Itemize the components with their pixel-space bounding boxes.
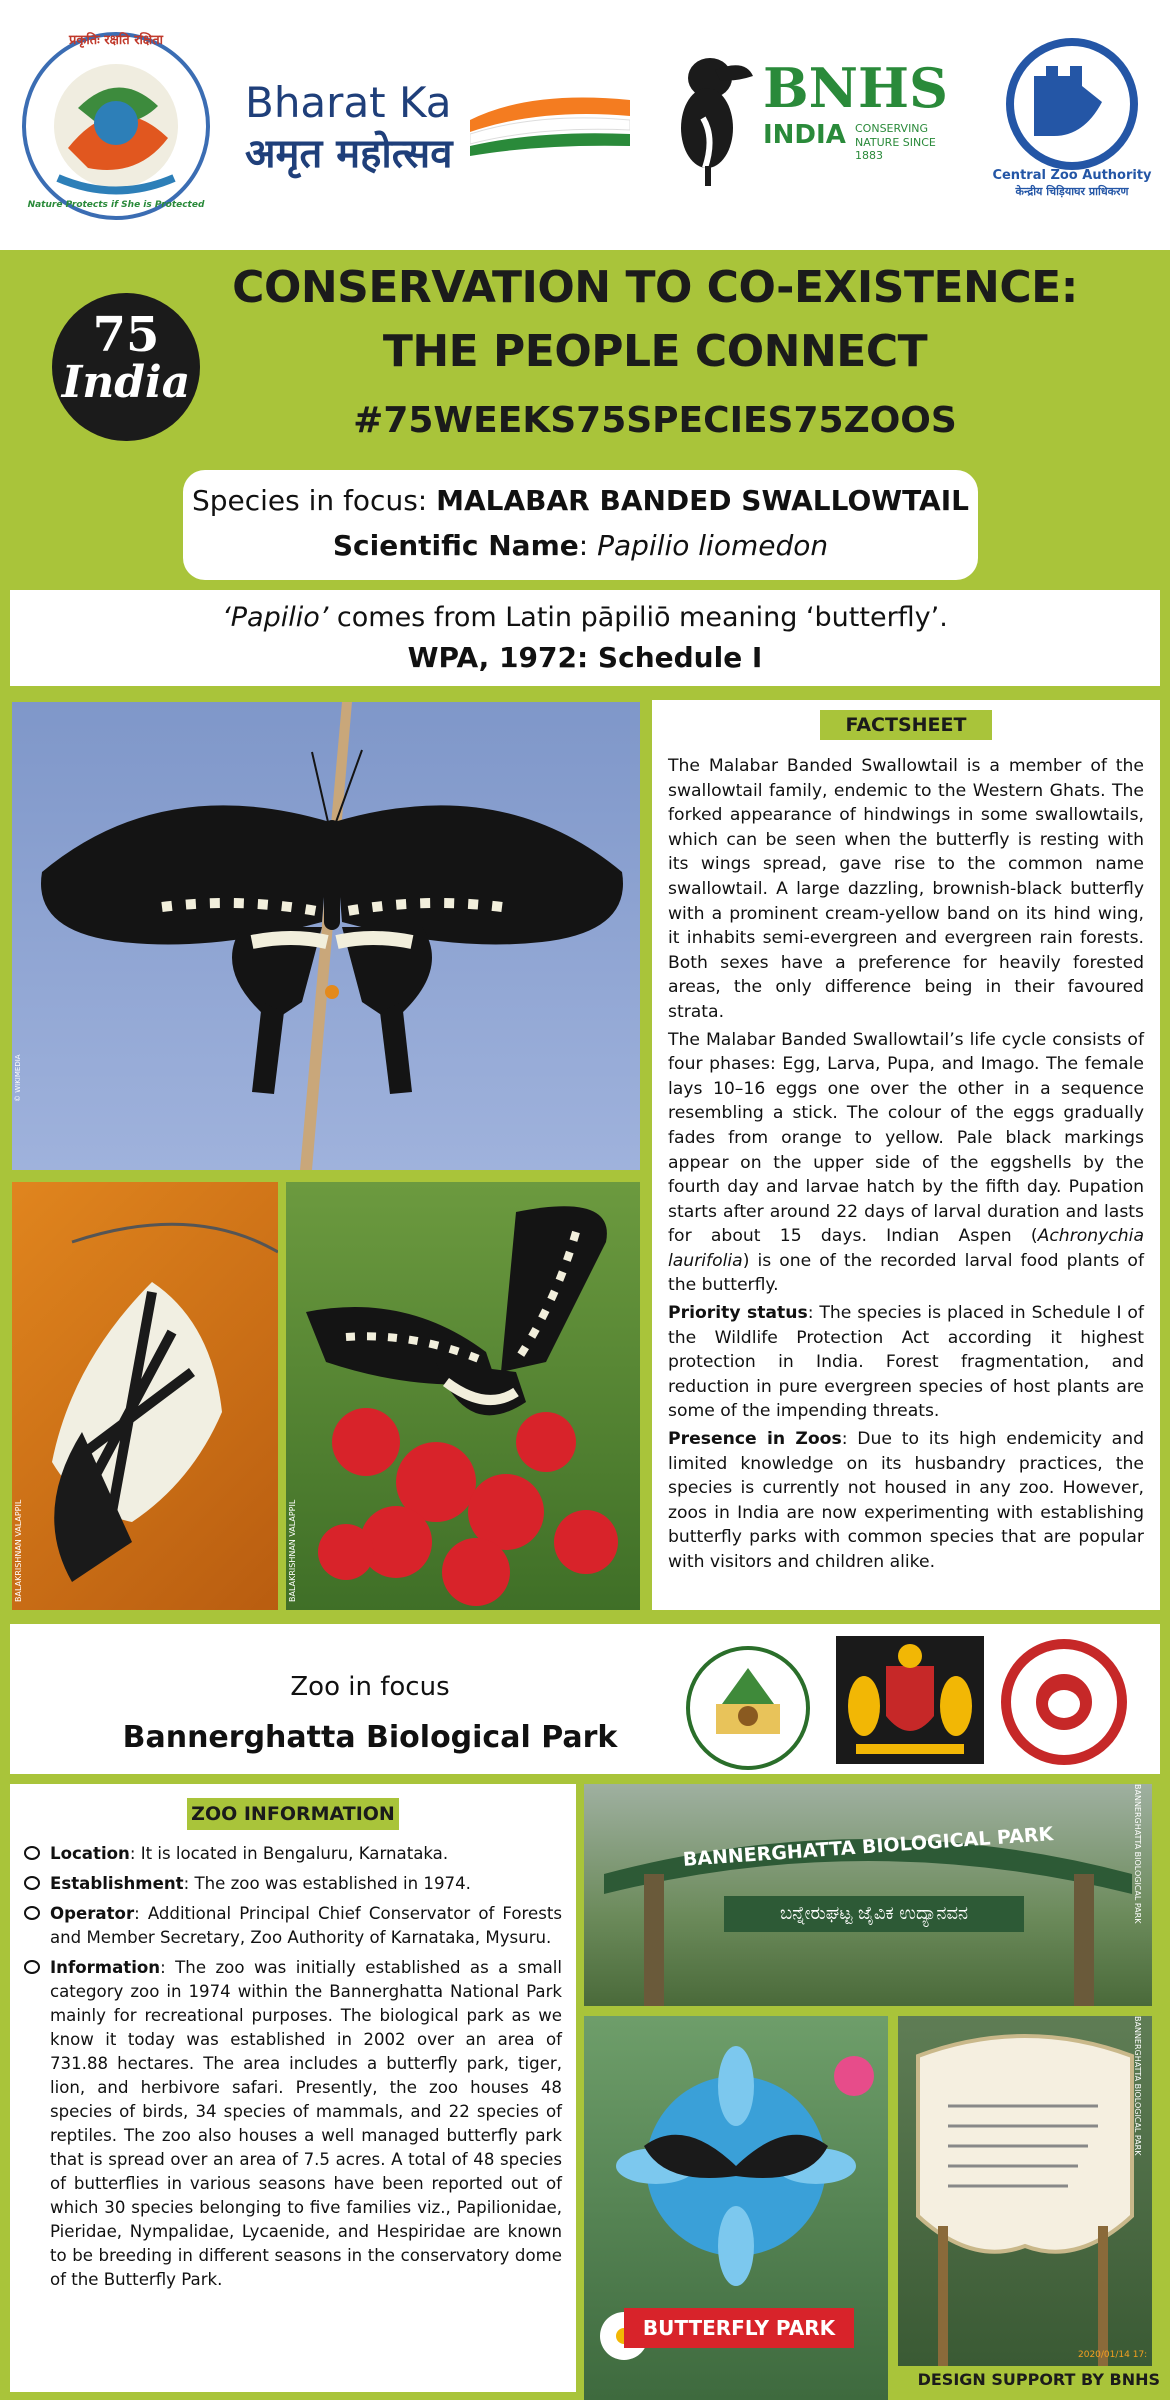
photo-credit-right: BALAKRISHNAN VALAPPIL — [288, 1499, 297, 1602]
zoo-info-item: Establishment: The zoo was established in 1974. — [24, 1872, 562, 1896]
cza-name: Central Zoo Authority — [992, 168, 1152, 183]
butterfly-info-board-photo — [898, 2016, 1152, 2366]
factsheet-paragraph-1: The Malabar Banded Swallowtail is a member of the swallowtail family, endemic to the Western Ghats. The forked appearance of hindwings in some swallowtails, which can be seen when the butterfly is resting with its wings spread, gave rise to the common name swallowtail. A large dazzling, brownish-black butterfly with a prominent cream-yellow band on its hind wing, it inhabits semi-evergreen and evergreen rain forests. Both sexes have a preference for heavily forested areas, the only difference being in their favoured strata. — [668, 756, 1144, 1022]
butterfly-side-photo — [12, 1182, 278, 1610]
zoo-focus-name: Bannerghatta Biological Park — [122, 1720, 618, 1755]
title-line-1: CONSERVATION TO CO-EXISTENCE: — [232, 262, 1078, 313]
logo-bar — [0, 0, 1170, 250]
photo-credit-zoo1: BANNERGHATTA BIOLOGICAL PARK — [1133, 1784, 1142, 1924]
bnhs-logo — [665, 48, 965, 198]
bnhs-name: BNHS — [763, 56, 949, 120]
factsheet-panel — [652, 700, 1160, 1610]
zoo-info-item: Operator: Additional Principal Chief Conservator of Forests and Member Secretary, Zoo Authority of Karnataka, Mysuru. — [24, 1902, 562, 1950]
butterfly-flower-photo — [286, 1182, 640, 1610]
photo-credit-zoo3: BANNERGHATTA BIOLOGICAL PARK — [1133, 2016, 1142, 2156]
hashtag: #75WEEKS75SPECIES75ZOOS — [353, 400, 957, 441]
bullet-icon — [24, 1876, 40, 1890]
india-75-badge — [52, 293, 200, 441]
cza-hindi: केन्द्रीय चिड़ियाघर प्राधिकरण — [1015, 185, 1129, 198]
bnhs-india: INDIA — [763, 120, 846, 150]
zoo-focus-box — [10, 1624, 1160, 1774]
nature-protects-logo — [18, 28, 214, 224]
zoo-information-heading: ZOO INFORMATION — [187, 1798, 399, 1830]
etymology-word: ‘Papilio’ — [222, 602, 329, 633]
etymology-box — [10, 590, 1160, 686]
factsheet-heading: FACTSHEET — [820, 710, 992, 740]
zoo-entrance-photo — [584, 1784, 1152, 2006]
photo-credit-left: BALAKRISHNAN VALAPPIL — [14, 1499, 23, 1602]
zoo-focus-label: Zoo in focus — [290, 1672, 450, 1702]
butterfly-park-sign-photo — [584, 2016, 888, 2400]
factsheet-presence-in-zoos: Presence in Zoos: Due to its high endemicity and limited knowledge on its husbandry practices, the species is currently not housed in any zoo. However, zoos in India are now experimenting with establishing butterfly parks with common species that are popular with visitors and children alike. — [668, 1429, 1144, 1572]
bannerghatta-logo — [682, 1644, 814, 1772]
arch-text: BANNERGHATTA BIOLOGICAL PARK — [682, 1823, 1054, 1871]
species-box: Species in focus: MALABAR BANDED SWALLOWTAIL Scientific Name: Papilio liomedon — [183, 470, 978, 580]
bullet-icon — [24, 1906, 40, 1920]
bnhs-tagline-1: CONSERVING — [855, 122, 929, 135]
zoo-info-item: Location: It is located in Bengaluru, Karnataka. — [24, 1842, 562, 1866]
etymology-text: comes from Latin pāpiliō meaning ‘butterfly’. — [328, 602, 948, 633]
photo-timestamp: 2020/01/14 17: — [1078, 2350, 1148, 2360]
bharat-ka-amrit-mahotsav-logo — [245, 72, 645, 182]
central-zoo-authority-logo — [992, 36, 1152, 196]
design-credit: DESIGN SUPPORT BY BNHS — [917, 2370, 1160, 2389]
species-name: MALABAR BANDED SWALLOWTAIL — [436, 484, 969, 517]
bnhs-tagline-2: NATURE SINCE 1883 — [855, 136, 936, 162]
factsheet-paragraph-2: The Malabar Banded Swallowtail’s life cycle consists of four phases: Egg, Larva, Pupa, and Imago. The female lays 10–16 eggs one over the other in a sequence resembling a stick. The colour of the eggs gradually fades from orange to yellow. Pale black markings appear on the upper side of the eggshells by the fourth day and larvae hatch by the fifth day. Pupation starts after around 22 days of larval duration and lasts for about 15 days. Indian Aspen (Achronychia laurifolia) is one of the recorded larval food plants of the butterfly. — [668, 1029, 1144, 1296]
bullet-icon — [24, 1960, 40, 1974]
factsheet-priority-status: Priority status: The species is placed in Schedule I of the Wildlife Protection Act according it highest protection in India. Forest fragmentation, and reduction in pure evergreen species of host plants are some of the impending threats. — [668, 1303, 1144, 1422]
badge-text: India — [61, 357, 191, 408]
logo-bottom-text: Nature Protects if She is Protected — [27, 200, 205, 210]
amrit-mahotsav-text: अमृत महोत्सव — [245, 131, 453, 177]
scientific-name: Papilio liomedon — [597, 529, 829, 562]
kannada-sign-text: ಬನ್ನೇರುಘಟ್ಟ ಜೈವಿಕ ಉದ್ಯಾನವನ — [779, 1903, 969, 1924]
bullet-icon — [24, 1846, 40, 1860]
wpa-status: WPA, 1972: Schedule I — [407, 641, 763, 674]
zoo-information-panel — [10, 1784, 576, 2392]
title-line-2: THE PEOPLE CONNECT — [382, 326, 928, 377]
photo-credit-main: © WIKIMEDIA — [14, 1054, 22, 1102]
badge-number: 75 — [92, 307, 160, 363]
bharat-ka-text: Bharat Ka — [245, 78, 452, 127]
main-butterfly-photo — [12, 702, 640, 1170]
logo-top-text: प्रकृतिः रक्षति रक्षिता — [68, 33, 164, 48]
zoo-info-item: Information: The zoo was initially established as a small category zoo in 1974 within the Bannerghatta National Park mainly for recreational purposes. The biological park as we know it today was established in 2002 over an area of 731.88 hectares. The area includes a butterfly park, tiger, lion, and herbivore safari. Presently, the zoo houses 48 species of birds, 34 species of mammals, and 22 species of reptiles. The zoo also houses a well managed butterfly park that is spread over an area of 7.5 acres. A total of 48 species of butterflies in various seasons have been reported out of which 30 species belonging to five families viz., Papilionidae, Pieridae, Nympalidae, Lycaenide, and Hespiridae are known to be breeding in different seasons in the conservatory dome of the Butterfly Park. — [24, 1956, 562, 2292]
butterfly-park-text: BUTTERFLY PARK — [642, 2316, 836, 2340]
scientific-name-label: Scientific Name — [332, 529, 579, 562]
species-focus-label: Species in focus: — [191, 484, 437, 517]
zoo-authority-karnataka-logo — [1000, 1638, 1128, 1766]
karnataka-emblem — [836, 1636, 984, 1764]
